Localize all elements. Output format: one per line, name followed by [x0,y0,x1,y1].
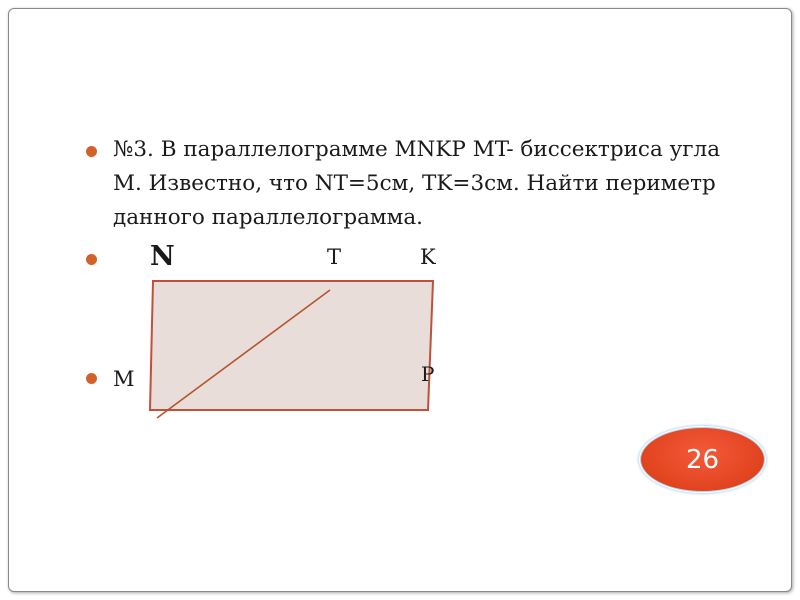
parallelogram-mnkp [150,281,433,410]
vertex-label-m: M [113,367,135,391]
answer-value: 26 [685,444,720,475]
problem-statement: №3. В параллелограмме MNKP MT- биссектриса угла M. Известно, что NT=5см, TK=3см. Найти периметр данного параллелограмма. [113,137,721,230]
point-label-t: T [327,245,342,269]
vertex-label-k: K [420,245,436,269]
vertex-label-n: N [150,241,175,272]
vertex-label-p: P [421,362,435,386]
answer-button[interactable] [640,427,765,492]
